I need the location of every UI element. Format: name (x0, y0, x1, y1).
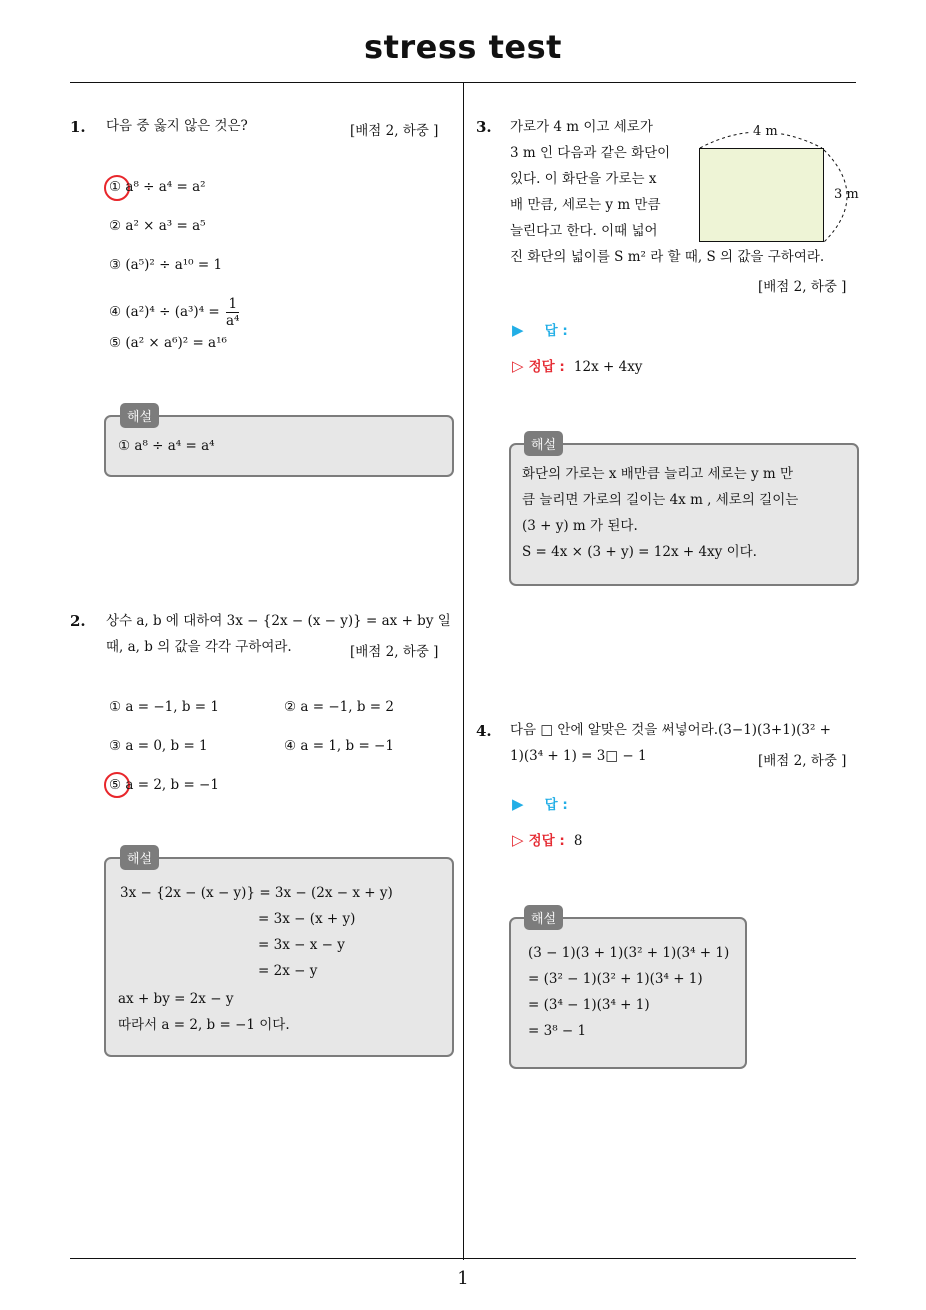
q2-solution-line: 3x − {2x − (x − y)} = 3x − (2x − x + y) (120, 885, 393, 901)
q4-solution-line: (3 − 1)(3 + 1)(3² + 1)(3⁴ + 1) (528, 945, 730, 961)
q2-solution-line: ax + by = 2x − y (118, 991, 234, 1007)
q3-solution-line: 큼 늘리면 가로의 길이는 4x m , 세로의 길이는 (522, 492, 799, 508)
fraction (226, 296, 239, 329)
q4-correct-answer: 8 (573, 833, 583, 849)
q2-meta: [배점 2, 하중 ] (350, 644, 439, 660)
q4-meta: [배점 2, 하중 ] (758, 753, 847, 769)
page-title: stress test (364, 28, 562, 66)
q4-correct-row (512, 829, 583, 849)
q2-solution-line: = 3x − x − y (258, 937, 345, 953)
q2-solution-line: = 3x − (x + y) (258, 911, 356, 927)
q3-solution-line: S = 4x × (3 + y) = 12x + 4xy 이다. (522, 544, 757, 560)
q2-choice-4[interactable]: ④ a = 1, b = −1 (284, 738, 394, 754)
fraction-denominator: a⁴ (226, 313, 240, 329)
q4-question-line2: 1)(3⁴ + 1) = 3□ − 1 (510, 748, 647, 764)
q1-choice-4-text: ④ (a²)⁴ ÷ (a³)⁴ = (109, 304, 224, 320)
q1-solution-tag: 해설 (120, 403, 159, 428)
q1-meta: [배점 2, 하중 ] (350, 123, 439, 139)
column-divider (463, 82, 464, 1260)
q3-number: 3. (476, 118, 492, 136)
figure-width-label: 4 m (753, 124, 778, 139)
q4-answer-row[interactable] (512, 793, 568, 813)
q3-correct-label: 정답 : (528, 359, 565, 375)
q3-solution-line: 화단의 가로는 x 배만큼 늘리고 세로는 y m 만 (522, 466, 794, 482)
q2-choice-5[interactable]: ⑤ a = 2, b = −1 (109, 777, 219, 793)
q3-correct-row (512, 355, 642, 375)
q4-answer-label: 답 : (544, 797, 568, 813)
play-triangle-icon: ▶ (512, 321, 524, 339)
q4-solution-line: = (3² − 1)(3² + 1)(3⁴ + 1) (528, 971, 703, 987)
q3-meta: [배점 2, 하중 ] (758, 279, 847, 295)
q2-solution-tag: 해설 (120, 845, 159, 870)
q4-question-line1: 다음 □ 안에 알맞은 것을 써넣어라.(3−1)(3+1)(3² + (510, 722, 831, 738)
fraction-numerator: 1 (226, 296, 239, 313)
q3-correct-answer: 12x + 4xy (573, 359, 643, 375)
q4-solution-line: = (3⁴ − 1)(3⁴ + 1) (528, 997, 650, 1013)
q2-question-line1: 상수 a, b 에 대하여 3x − {2x − (x − y)} = ax + by 일 (106, 613, 451, 629)
q3-solution-tag: 해설 (524, 431, 563, 456)
garden-rectangle (699, 148, 824, 242)
q2-choice-2[interactable]: ② a = −1, b = 2 (284, 699, 394, 715)
outline-triangle-icon: ▷ (512, 831, 524, 849)
q3-question-line: 진 화단의 넓이를 S m² 라 할 때, S 의 값을 구하여라. (510, 249, 825, 265)
q2-solution-line: = 2x − y (258, 963, 318, 979)
q3-question-line: 3 m 인 다음과 같은 화단이 (510, 145, 671, 161)
q2-choice-3[interactable]: ③ a = 0, b = 1 (109, 738, 208, 754)
figure-height-label: 3 m (834, 187, 859, 202)
q1-choice-5[interactable]: ⑤ (a² × a⁶)² = a¹⁶ (109, 335, 227, 351)
q2-question-line2: 때, a, b 의 값을 각각 구하여라. (106, 639, 292, 655)
outline-triangle-icon: ▷ (512, 357, 524, 375)
footer-rule (70, 1258, 856, 1259)
q2-solution-line: 따라서 a = 2, b = −1 이다. (118, 1017, 290, 1033)
q3-answer-row[interactable] (512, 319, 568, 339)
q1-solution-text: ① a⁸ ÷ a⁴ = a⁴ (118, 438, 215, 454)
q4-number: 4. (476, 722, 492, 740)
q3-question-line: 있다. 이 화단을 가로는 x (510, 171, 657, 187)
q4-correct-label: 정답 : (528, 833, 565, 849)
q4-solution-tag: 해설 (524, 905, 563, 930)
page-number: 1 (457, 1268, 469, 1289)
q3-answer-label: 답 : (544, 323, 568, 339)
q3-question-line: 늘린다고 한다. 이때 넓어 (510, 223, 658, 239)
q4-solution-line: = 3⁸ − 1 (528, 1023, 587, 1039)
q3-solution-line: (3 + y) m 가 된다. (522, 518, 638, 534)
q3-question-line: 가로가 4 m 이고 세로가 (510, 119, 653, 135)
q1-number: 1. (70, 118, 86, 136)
q1-choice-3[interactable]: ③ (a⁵)² ÷ a¹⁰ = 1 (109, 257, 223, 273)
q2-number: 2. (70, 612, 86, 630)
q1-choice-4[interactable] (109, 296, 239, 329)
play-triangle-icon: ▶ (512, 795, 524, 813)
q3-question-line: 배 만큼, 세로는 y m 만큼 (510, 197, 661, 213)
q1-question: 다음 중 옳지 않은 것은? (106, 118, 248, 134)
q1-choice-1[interactable]: ① a⁸ ÷ a⁴ = a² (109, 179, 206, 195)
q1-choice-2[interactable]: ② a² × a³ = a⁵ (109, 218, 206, 234)
q2-choice-1[interactable]: ① a = −1, b = 1 (109, 699, 219, 715)
